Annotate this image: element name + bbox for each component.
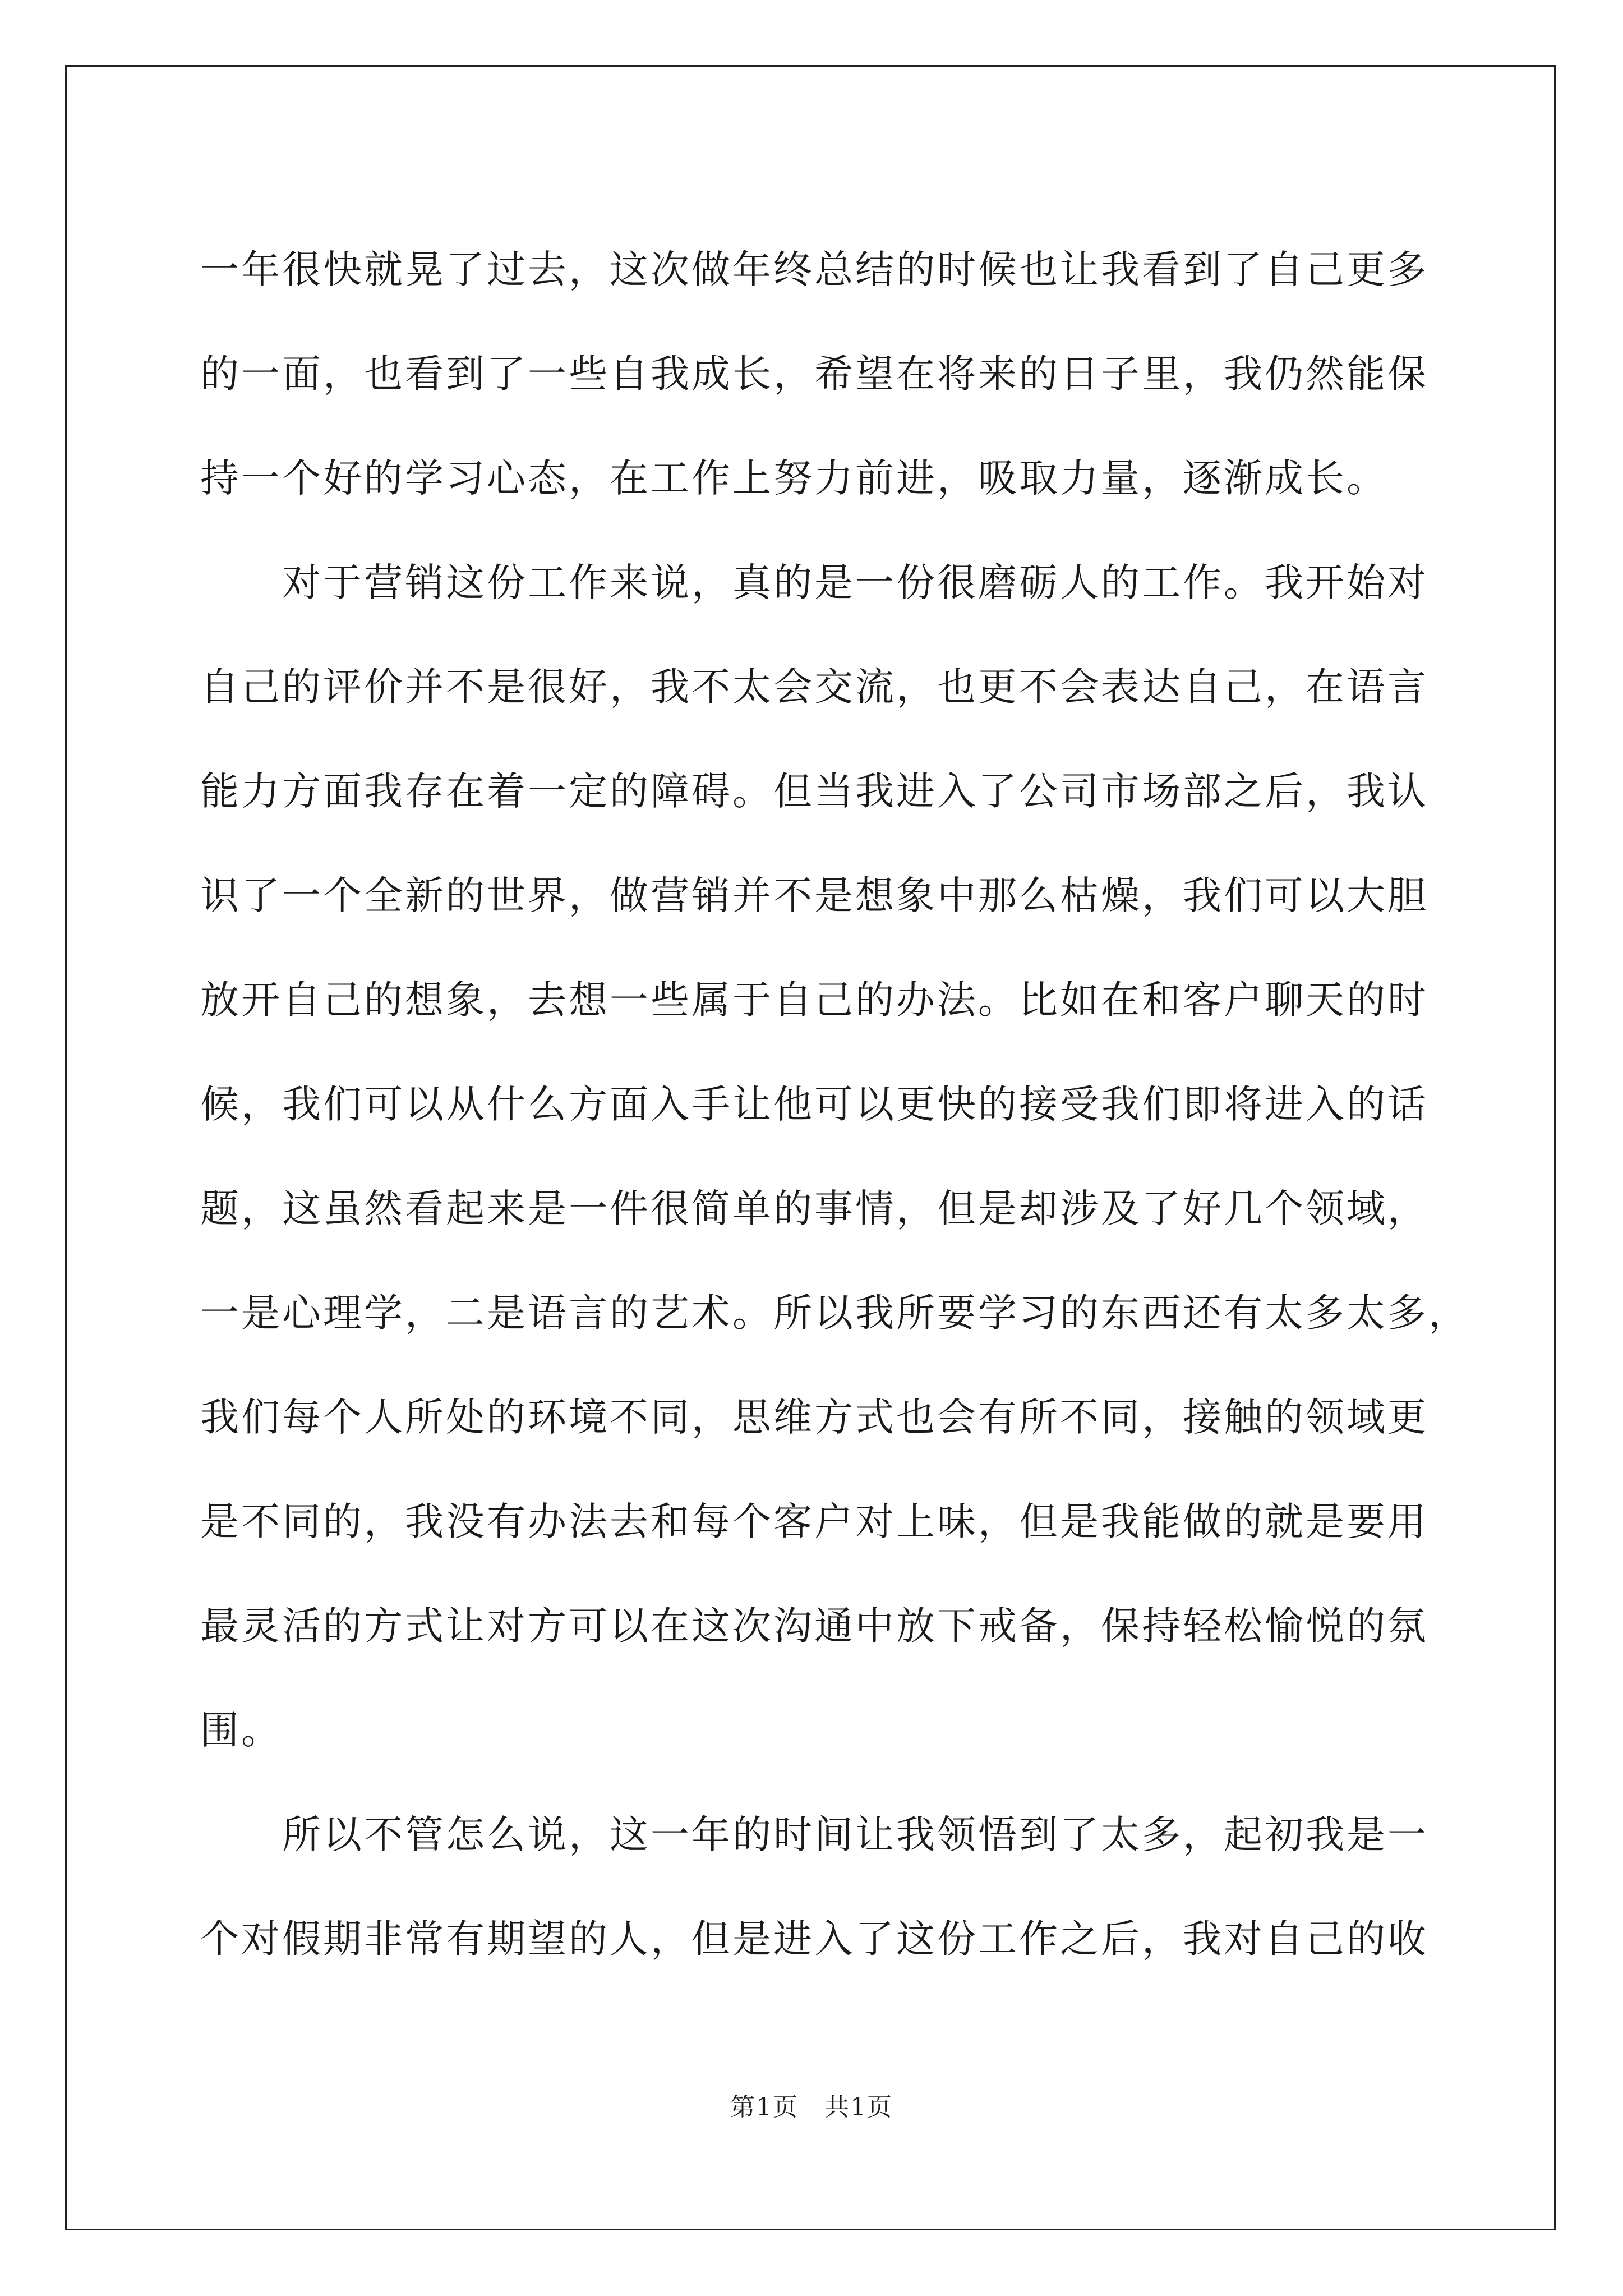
text-line: 最灵活的方式让对方可以在这次沟通中放下戒备，保持轻松愉悦的氛: [200, 1604, 1428, 1649]
text-line: 候，我们可以从什么方面入手让他可以更快的接受我们即将进入的话: [200, 1082, 1428, 1127]
text-line: 放开自己的想象，去想一些属于自己的办法。比如在和客户聊天的时: [200, 978, 1428, 1023]
text-line: 持一个好的学习心态，在工作上努力前进，吸取力量，逐渐成长。: [200, 456, 1387, 501]
text-line: 个对假期非常有期望的人，但是进入了这份工作之后，我对自己的收: [200, 1917, 1428, 1962]
text-line: 自己的评价并不是很好，我不太会交流，也更不会表达自己，在语言: [200, 665, 1428, 710]
text-line: 识了一个全新的世界，做营销并不是想象中那么枯燥，我们可以大胆: [200, 873, 1428, 918]
text-line: 对于营销这份工作来说，真的是一份很磨砺人的工作。我开始对: [200, 560, 1428, 605]
text-line: 能力方面我存在着一定的障碍。但当我进入了公司市场部之后，我认: [200, 769, 1428, 814]
document-body: [200, 218, 1469, 1991]
text-line: 是不同的，我没有办法去和每个客户对上味，但是我能做的就是要用: [200, 1499, 1428, 1544]
text-line: 我们每个人所处的环境不同，思维方式也会有所不同，接触的领域更: [200, 1395, 1428, 1440]
text-line: 围。: [200, 1708, 282, 1753]
page-number-footer: 第1页 共1页: [730, 2093, 893, 2122]
text-line: 一年很快就晃了过去，这次做年终总结的时候也让我看到了自己更多: [200, 247, 1428, 292]
text-line: 一是心理学，二是语言的艺术。所以我所要学习的东西还有太多太多，: [200, 1291, 1469, 1336]
text-line: 的一面，也看到了一些自我成长，希望在将来的日子里，我仍然能保: [200, 352, 1428, 397]
text-line: 题，这虽然看起来是一件很简单的事情，但是却涉及了好几个领域，: [200, 1186, 1428, 1231]
text-line: 所以不管怎么说，这一年的时间让我领悟到了太多，起初我是一: [200, 1812, 1428, 1857]
